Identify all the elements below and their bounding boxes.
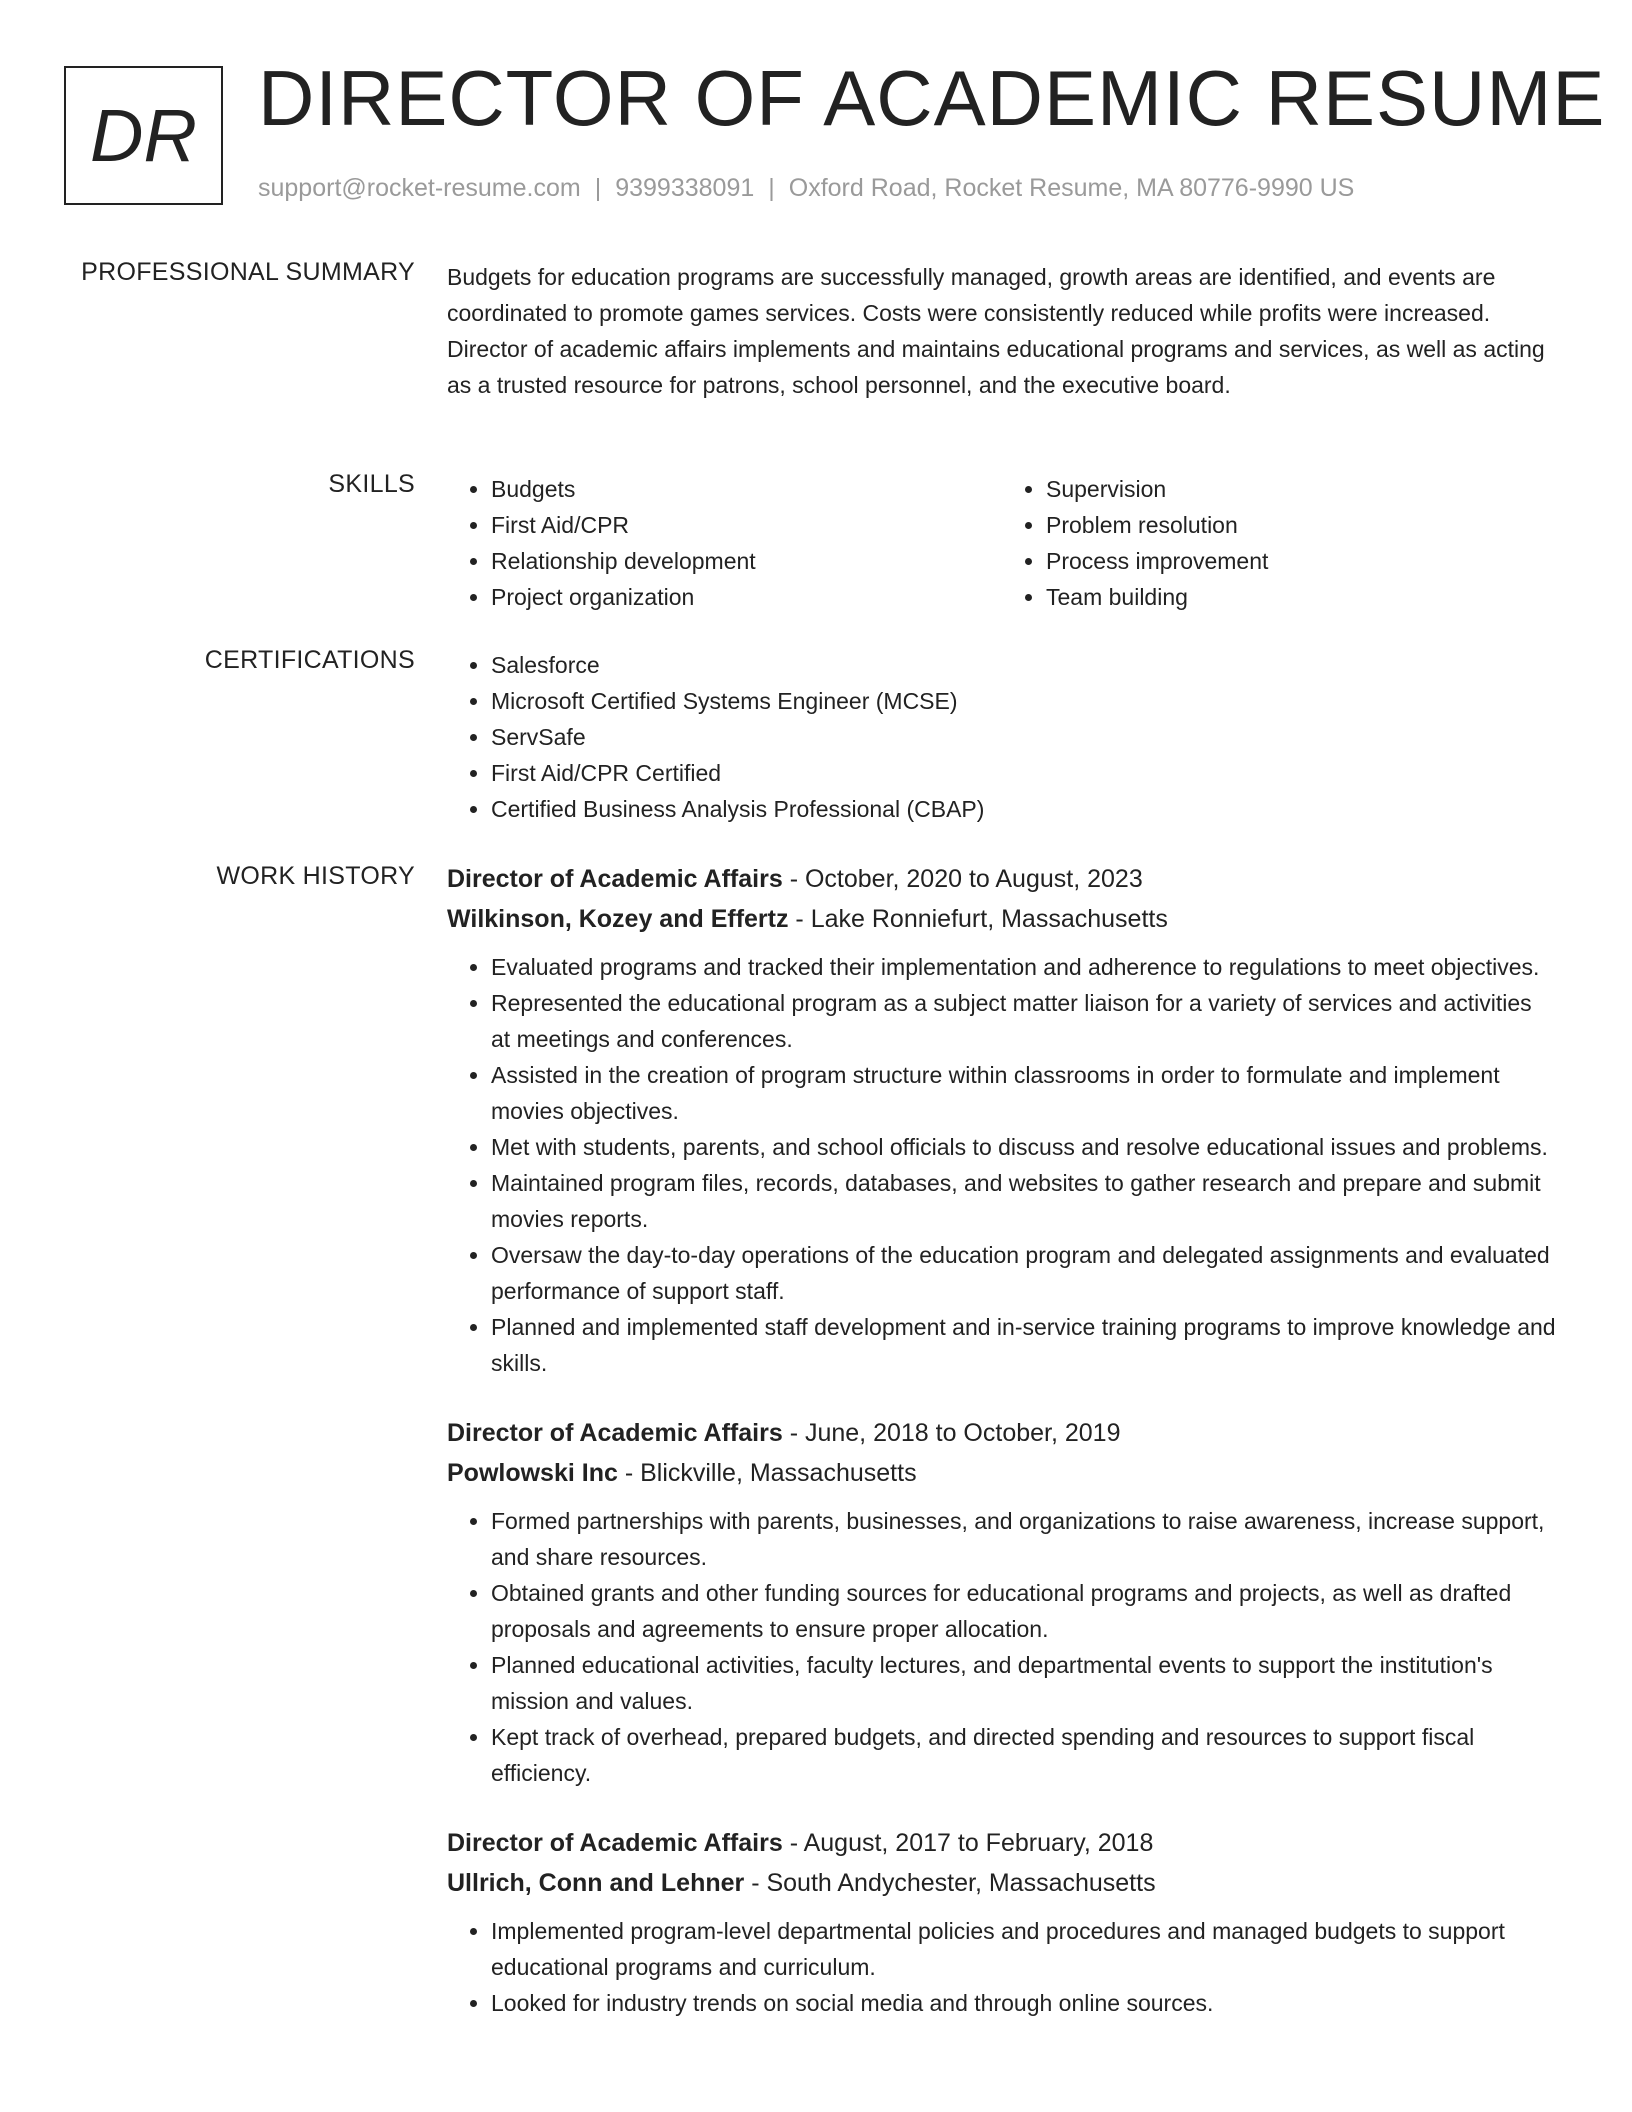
section-label-work-history: WORK HISTORY xyxy=(216,862,415,890)
certifications-body xyxy=(447,647,1557,827)
job-location: - Lake Ronniefurt, Massachusetts xyxy=(788,905,1168,933)
job-company: Wilkinson, Kozey and Effertz xyxy=(447,905,789,933)
job-dates: - August, 2017 to February, 2018 xyxy=(782,1829,1154,1857)
job-title-line xyxy=(447,859,1557,899)
job-duty: • Planned educational activities, faculty lectures, and departmental events to support the institution's mission and values. xyxy=(491,1647,1557,1719)
job-duty: • Looked for industry trends on social media and through online sources. xyxy=(491,1985,1557,2021)
job-entry xyxy=(447,1413,1557,1791)
job-company: Powlowski Inc xyxy=(447,1459,618,1487)
skills-grid xyxy=(447,471,1557,615)
skill-item: • Supervision xyxy=(1046,471,1557,507)
skill-item: • Problem resolution xyxy=(1046,507,1557,543)
section-label-certifications: CERTIFICATIONS xyxy=(204,646,415,674)
job-duties-list xyxy=(447,1913,1557,2021)
contact-line xyxy=(258,174,1354,203)
job-location: - South Andychester, Massachusetts xyxy=(744,1869,1156,1897)
job-entry xyxy=(447,1823,1557,2021)
job-dates: - October, 2020 to August, 2023 xyxy=(782,865,1143,893)
certifications-list xyxy=(447,647,1557,827)
certification-item: • Salesforce xyxy=(491,647,1557,683)
monogram-logo: DR xyxy=(64,66,223,205)
certification-item: • First Aid/CPR Certified xyxy=(491,755,1557,791)
section-label-summary: PROFESSIONAL SUMMARY xyxy=(81,258,415,286)
job-location: - Blickville, Massachusetts xyxy=(617,1459,917,1487)
job-duty: • Implemented program-level departmental policies and procedures and managed budgets to support educational programs and curriculum. xyxy=(491,1913,1557,1985)
job-duty: • Oversaw the day-to-day operations of the education program and delegated assignments and evaluated performance of support staff. xyxy=(491,1237,1557,1309)
job-duty: • Assisted in the creation of program structure within classrooms in order to formulate and implement movies objectives. xyxy=(491,1057,1557,1129)
skills-column-2 xyxy=(1002,471,1557,615)
job-duties-list xyxy=(447,1503,1557,1791)
skill-item: • Team building xyxy=(1046,579,1557,615)
job-company: Ullrich, Conn and Lehner xyxy=(447,1869,745,1897)
job-duty: • Represented the educational program as a subject matter liaison for a variety of services and activities at meetings and conferences. xyxy=(491,985,1557,1057)
job-title: Director of Academic Affairs xyxy=(447,865,783,893)
skill-item: • Project organization xyxy=(491,579,1002,615)
skills-body xyxy=(447,471,1557,615)
summary-text: Budgets for education programs are successfully managed, growth areas are identified, and events are coordinated to promote games services. Costs were consistently reduced while profits were increased. Director of academic affairs implements and maintains educational programs and services, as well as acting as a trusted resource for patrons, school personnel, and the executive board. xyxy=(447,264,1545,398)
skill-item: • Budgets xyxy=(491,471,1002,507)
job-duty: • Formed partnerships with parents, businesses, and organizations to raise awareness, increase support, and share resources. xyxy=(491,1503,1557,1575)
contact-separator: | xyxy=(768,174,775,202)
skill-item: • Process improvement xyxy=(1046,543,1557,579)
job-title: Director of Academic Affairs xyxy=(447,1419,783,1447)
job-duty: • Evaluated programs and tracked their implementation and adherence to regulations to meet objectives. xyxy=(491,949,1557,985)
job-title-line xyxy=(447,1823,1557,1863)
contact-separator: | xyxy=(594,174,602,202)
job-duty: • Obtained grants and other funding sources for educational programs and projects, as well as drafted proposals and agreements to ensure proper allocation. xyxy=(491,1575,1557,1647)
job-company-line xyxy=(447,1453,1557,1493)
skills-column-1 xyxy=(447,471,1002,615)
job-entry xyxy=(447,859,1557,1381)
work-history-body xyxy=(447,859,1557,2053)
certification-item: • Microsoft Certified Systems Engineer (MCSE) xyxy=(491,683,1557,719)
job-duty: • Kept track of overhead, prepared budgets, and directed spending and resources to support fiscal efficiency. xyxy=(491,1719,1557,1791)
skill-item: • First Aid/CPR xyxy=(491,507,1002,543)
job-duties-list xyxy=(447,949,1557,1381)
summary-body xyxy=(447,259,1557,403)
job-duty: • Met with students, parents, and school officials to discuss and resolve educational issues and problems. xyxy=(491,1129,1557,1165)
section-label-skills: SKILLS xyxy=(328,470,415,498)
job-company-line xyxy=(447,1863,1557,1903)
contact-phone: 9399338091 xyxy=(615,174,755,202)
certification-item: • Certified Business Analysis Professional (CBAP) xyxy=(491,791,1557,827)
resume-title: DIRECTOR OF ACADEMIC RESUME xyxy=(258,54,1606,142)
job-company-line xyxy=(447,899,1557,939)
skill-item: • Relationship development xyxy=(491,543,1002,579)
certification-item: • ServSafe xyxy=(491,719,1557,755)
job-duty: • Maintained program files, records, databases, and websites to gather research and prepare and submit movies reports. xyxy=(491,1165,1557,1237)
contact-address: Oxford Road, Rocket Resume, MA 80776-9990 US xyxy=(788,174,1355,202)
job-duty: • Planned and implemented staff development and in-service training programs to improve knowledge and skills. xyxy=(491,1309,1557,1381)
job-title: Director of Academic Affairs xyxy=(447,1829,783,1857)
contact-email: support@rocket-resume.com xyxy=(258,174,581,202)
job-dates: - June, 2018 to October, 2019 xyxy=(782,1419,1121,1447)
job-title-line xyxy=(447,1413,1557,1453)
